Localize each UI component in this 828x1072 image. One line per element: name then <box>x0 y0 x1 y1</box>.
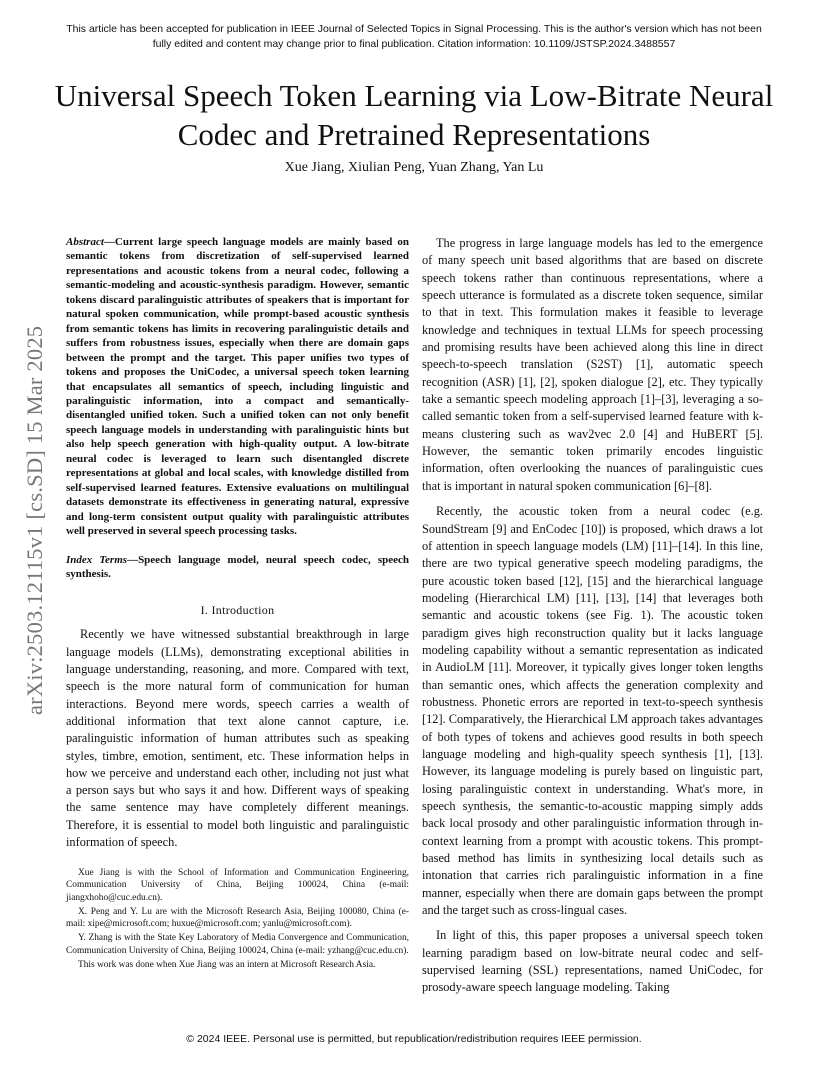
abstract <box>66 235 409 539</box>
arxiv-identifier[interactable]: arXiv:2503.12115v1 [cs.SD] 15 Mar 2025 <box>22 325 47 715</box>
body-paragraph: In light of this, this paper proposes a universal speech token learning paradigm based on low-bitrate neural codec and self-supervised learning (SSL) representations, named UniCodec, for prosody-aware speech language modeling. Taking <box>422 928 763 995</box>
body-paragraph: The progress in large language models has led to the emergence of many speech unit based algorithms that are based on discrete speech tokens rather than continuous representations, where a speech utterance is formulated as a discrete token sequence, similar to that in text. This formulation makes it feasible to leverage knowledge and techniques in textual LLMs for speech processing and promising results have been achieved along this line in direct speech-to-speech translation (S2ST) [1], automatic speech recognition (ASR) [1], [2], spoken dialogue [2], etc. They typically take a semantic speech modeling approach [1]–[3], leveraging a so-called semantic token from a self-supervised learned feature with k-means clustering such as wav2vec 2.0 [4] and HuBERT [5]. However, the semantic token primarily encodes linguistic information, often overlooking the nuances of paralinguistic cues that is important in natural spoken communication [6]–[8]. <box>422 236 763 493</box>
publication-notice: This article has been accepted for publication in IEEE Journal of Selected Topics in Signal Processing. This is the author's version which has not been fully edited and content may change prior to final publication. Citation information: 10.1109/JSTSP.2024.3488557 <box>66 23 762 50</box>
index-terms-text: —Speech language model, neural speech codec, speech synthesis. <box>66 553 409 580</box>
body-paragraph: Recently, the acoustic token from a neural codec (e.g. SoundStream [9] and EnCodec [10]) is proposed, which draws a lot of attention in speech language models (LM) [11]–[14]. In this line, there are two typical generative speech modeling paradigms, the pure acoustic token based [12], [15] and the hierarchical language modeling (Hierarchical LM) [11], [13], [14] that leverages both semantic and acoustic tokens (see Fig. 1). The acoustic token paradigm gives high reconstruction quality but it lacks language modeling capability without a semantic representation as indicated in AudioLM [11]. Moreover, it typically gives longer token lengths than semantic ones, which affects the generation complexity and robustness. Phonetic errors are reported in text-to-speech synthesis [12]. Comparatively, the Hierarchical LM approach takes advantages of both types of tokens and achieves good results in both speech language modeling and high-quality speech synthesis [1], [13]. However, its language modeling is purely based on linguistic part, losing paralinguistic context in understanding. What's more, in speech synthesis, the semantic-to-acoustic mapping simply adds back local prosody and other paralinguistic information through in-context learning from a prompt with acoustic tokens. This prompt-based method has limits in synthesizing local details such as intonation that carries rich paralinguistic information in a fine manner, especially when there are domain gaps between the prompt and the target such as cross-lingual cases. <box>422 504 763 918</box>
intro-paragraph: Recently we have witnessed substantial breakthrough in large language models (LLMs), demonstrating exceptional abilities in language understanding, reasoning, and more. Compared with text, speech is the more natural form of communication for human interactions. Beyond mere words, speech carries a wealth of additional information that text alone cannot capture, i.e. paralinguistic information of human attributes such as speaking styles, timbre, emotion, sentiment, etc. These information helps in how we perceive and understand each other, including not just what a person says but who says it and how. Different ways of speaking the same sentence may have completely different meanings. Therefore, it is essential to model both linguistic and paralinguistic information of speech. <box>66 627 409 849</box>
paper-title: Universal Speech Token Learning via Low-Bitrate Neural Codec and Pretrained Representations <box>54 78 774 152</box>
abstract-lead: Abstract <box>66 236 104 248</box>
left-column <box>66 235 409 973</box>
index-terms <box>66 553 409 582</box>
footnote: Y. Zhang is with the State Key Laboratory of Media Convergence and Communication, Communication University of China, Beijing 100024, China (e-mail: yzhang@cuc.edu.cn). <box>66 933 409 956</box>
right-column <box>422 235 763 1005</box>
footnote: X. Peng and Y. Lu are with the Microsoft Research Asia, Beijing 100080, China (e-mail: xipe@microsoft.com; huxue@microsoft.com; yanlu@microsoft.com). <box>66 906 409 930</box>
author-footnotes <box>66 867 409 971</box>
copyright-footer: © 2024 IEEE. Personal use is permitted, but republication/redistribution requires IEEE permission. <box>186 1033 642 1045</box>
paper-authors: Xue Jiang, Xiulian Peng, Yuan Zhang, Yan Lu <box>284 160 544 175</box>
section-heading-introduction: I. Introduction <box>200 603 275 618</box>
footnote: Xue Jiang is with the School of Information and Communication Engineering, Communication University of China, Beijing 100024, China (e-mail: jiangxhoho@cuc.edu.cn). <box>66 868 409 903</box>
abstract-text: —Current large speech language models are mainly based on semantic tokens from discretization of self-supervised learned representations and acoustic tokens from a neural codec, following a semantic-modeling and acoustic-synthesis paradigm. However, semantic tokens discard paralinguistic attributes of speakers that is important for natural spoken communication, while prompt-based acoustic synthesis from semantic tokens has limits in recovering paralinguistic details and suffers from robustness issues, especially when there are domain gaps between the prompt and the target. This paper unifies two types of tokens and proposes the UniCodec, a universal speech token learning that encapsulates all semantics of speech, including linguistic and paralinguistic information, into a compact and semantically-disentangled unified token. Such a unified token can not only benefit speech language models in understanding with paralinguistic hints but also help speech generation with high-quality output. A low-bitrate neural codec is leveraged to learn such disentangled discrete representations at global and local scales, with knowledge distilled from self-supervised learned features. Extensive evaluations on multilingual datasets demonstrate its effectiveness in generating natural, expressive and long-term consistent output quality with paralinguistic attributes well preserved in several speech processing tasks. <box>66 236 409 538</box>
footnote: This work was done when Xue Jiang was an intern at Microsoft Research Asia. <box>78 959 376 970</box>
index-terms-lead: Index Terms <box>66 553 128 566</box>
